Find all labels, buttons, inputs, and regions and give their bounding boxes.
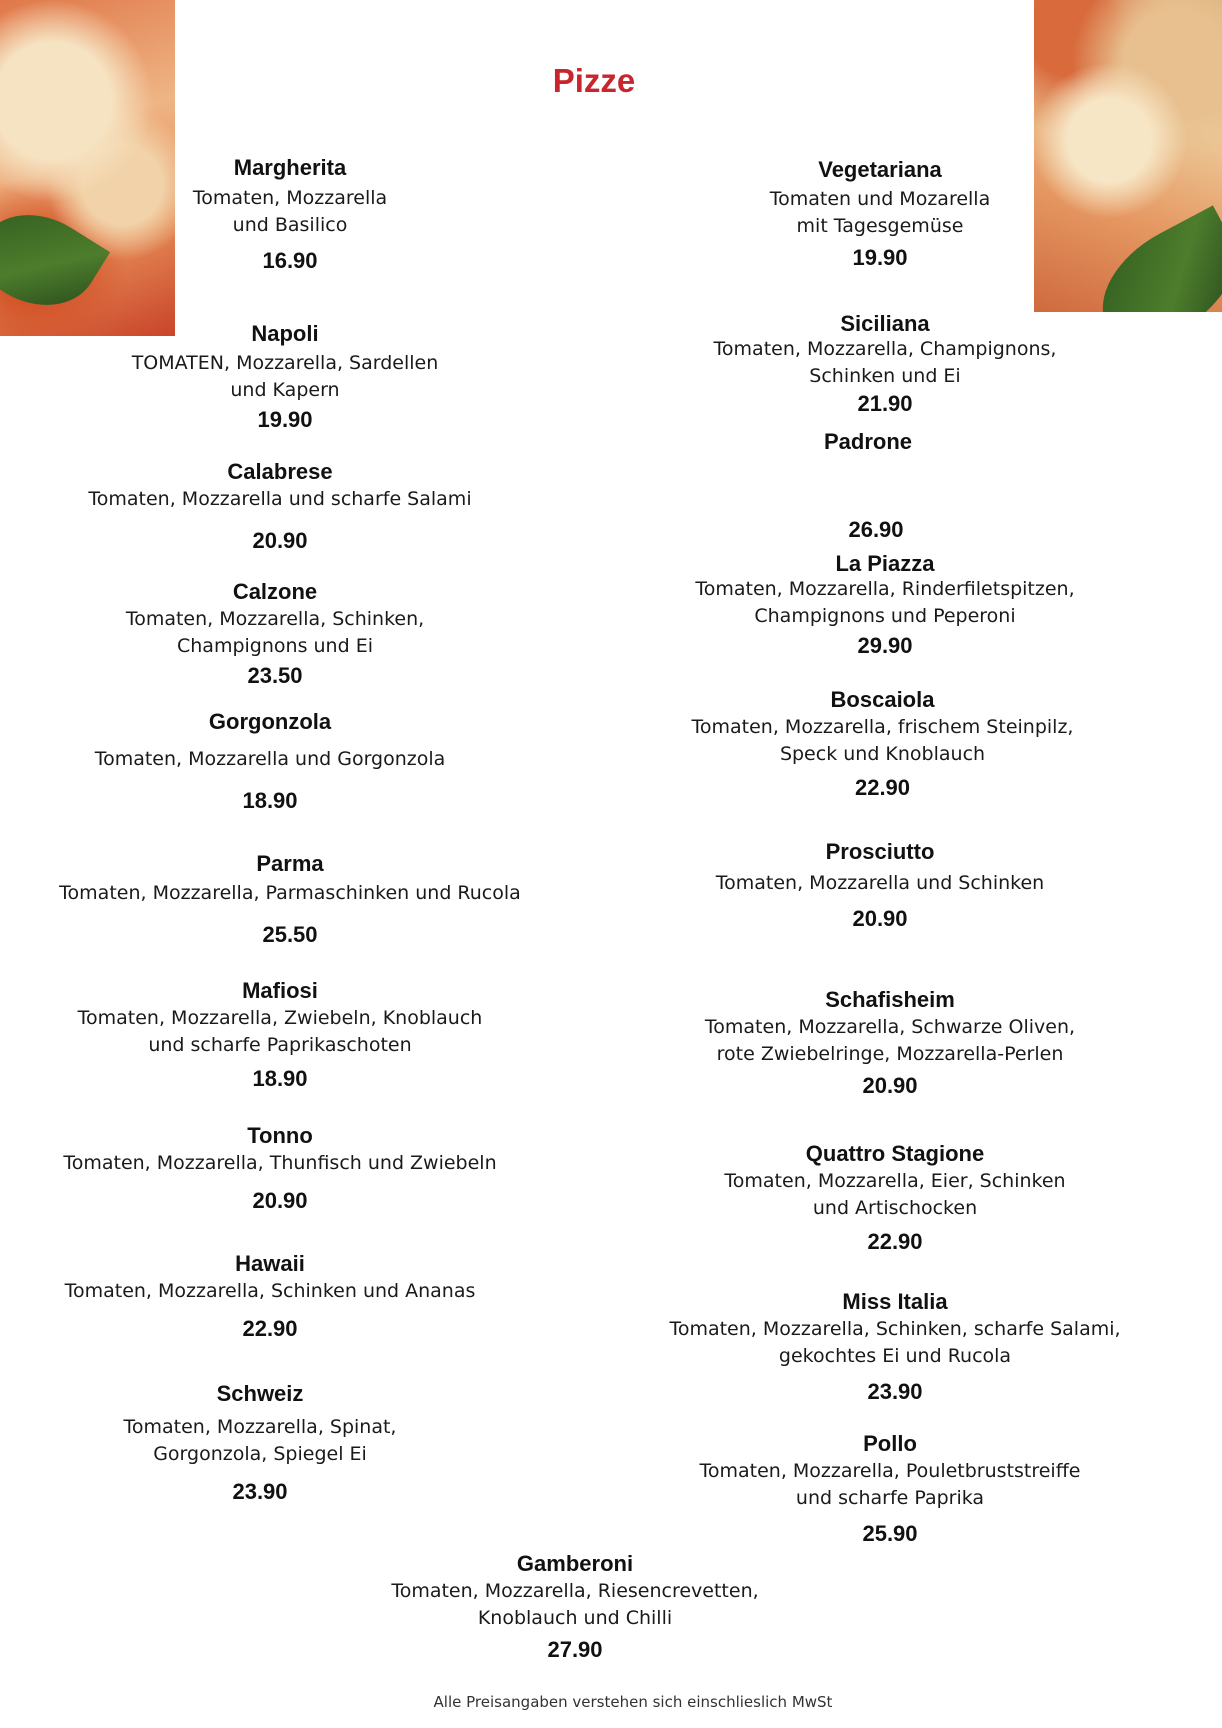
item-name: Parma: [256, 851, 324, 876]
item-desc: Tomaten, Mozzarella und Schinken: [715, 872, 1045, 894]
item-price: 29.90: [857, 633, 913, 658]
item-name: Quattro Stagione: [805, 1141, 985, 1166]
menu-item-gorgonzola: [50, 708, 490, 815]
item-desc: Tomaten, Mozzarella, Schwarze Oliven, rote Zwiebelringe, Mozzarella-Perlen: [704, 1016, 1076, 1065]
item-price: 16.90: [262, 248, 318, 273]
item-price: 19.90: [852, 245, 908, 270]
menu-item-padrone: [668, 428, 1068, 456]
item-desc: Tomaten, Mozzarella, Zwiebeln, Knoblauch und scharfe Paprikaschoten: [77, 1007, 483, 1056]
item-desc: Tomaten, Mozzarella, Pouletbruststreiffe und scharfe Paprika: [699, 1460, 1081, 1509]
item-desc: Tomaten, Mozzarella und Gorgonzola: [94, 748, 446, 770]
item-price: 20.90: [252, 528, 308, 553]
item-price: 22.90: [242, 1316, 298, 1341]
menu-item-miss-italia: [630, 1288, 1160, 1406]
menu-item-napoli: [60, 320, 510, 434]
basil-leaf-right: [1080, 205, 1222, 312]
item-name: Padrone: [823, 429, 913, 454]
item-name: Schweiz: [216, 1381, 304, 1406]
item-desc: Tomaten, Mozzarella, Riesencrevetten, Knoblauch und Chilli: [391, 1580, 759, 1629]
item-name: Hawaii: [235, 1251, 305, 1276]
menu-item-pollo: [670, 1430, 1110, 1548]
item-price: 22.90: [854, 775, 911, 800]
menu-item-parma: [40, 850, 540, 949]
menu-item-la-piazza: [670, 550, 1100, 660]
item-name: Boscaiola: [830, 687, 935, 712]
menu-item-vegetariana: [670, 156, 1090, 272]
menu-item-calzone: [60, 578, 490, 690]
item-price: 22.90: [867, 1229, 923, 1254]
item-name: Siciliana: [840, 311, 930, 336]
item-desc: Tomaten, Mozzarella, frischem Steinpilz, Speck und Knoblauch: [691, 716, 1074, 765]
item-desc: Tomaten, Mozzarella, Spinat, Gorgonzola, Spiegel Ei: [123, 1416, 397, 1465]
item-desc: Tomaten, Mozzarella, Eier, Schinken und Artischocken: [724, 1170, 1066, 1219]
item-price: 25.90: [862, 1521, 918, 1546]
menu-item-schweiz: [80, 1380, 440, 1506]
menu-item-tonno: [40, 1122, 520, 1215]
menu-item-schafisheim: [680, 986, 1100, 1100]
item-name: Calabrese: [227, 459, 333, 484]
vat-footnote: Alle Preisangaben verstehen sich einschlieslich MwSt: [433, 1693, 833, 1711]
menu-item-calabrese: [40, 458, 520, 555]
item-name: Margherita: [233, 155, 347, 180]
item-name: Vegetariana: [818, 157, 942, 182]
menu-item-mafiosi: [50, 977, 510, 1093]
item-desc: Tomaten, Mozzarella, Rinderfiletspitzen, Champignons und Peperoni: [695, 578, 1075, 627]
item-price: 25.50: [262, 922, 318, 947]
page-title: Pizze: [552, 62, 636, 99]
item-name: Miss Italia: [842, 1289, 948, 1314]
item-name: Pollo: [863, 1431, 917, 1456]
item-name: Gamberoni: [516, 1551, 634, 1576]
menu-item-quattro-stagione: [690, 1140, 1100, 1256]
item-price: 27.90: [547, 1637, 603, 1662]
item-name: Schafisheim: [825, 987, 955, 1012]
item-price: 19.90: [257, 407, 313, 432]
item-desc: Tomaten, Mozzarella und scharfe Salami: [88, 488, 472, 510]
item-desc: Tomaten, Mozzarella, Champignons, Schinken und Ei: [713, 338, 1057, 387]
menu-item-hawaii: [30, 1250, 510, 1343]
item-name: Calzone: [232, 579, 318, 604]
item-name: Tonno: [247, 1123, 313, 1148]
item-desc: Tomaten, Mozzarella, Parmaschinken und Rucola: [59, 882, 521, 904]
menu-item-margherita: [80, 154, 500, 275]
item-name: Mafiosi: [242, 978, 318, 1003]
menu-item-boscaiola: [660, 686, 1105, 802]
item-price: 18.90: [252, 1066, 308, 1091]
item-desc: Tomaten, Mozzarella, Schinken, scharfe Salami, gekochtes Ei und Rucola: [669, 1318, 1121, 1367]
item-price: 23.90: [867, 1379, 923, 1404]
item-name: Napoli: [251, 321, 319, 346]
menu-item-gamberoni: [355, 1550, 795, 1664]
item-price: 23.90: [232, 1479, 288, 1504]
menu-item-siciliana: [660, 310, 1110, 418]
menu-item-padrone-price: [676, 516, 1076, 544]
item-name: La Piazza: [835, 551, 935, 576]
item-desc: Tomaten, Mozzarella, Thunfisch und Zwiebeln: [63, 1152, 497, 1174]
item-price: 20.90: [862, 1073, 918, 1098]
menu-item-prosciutto: [670, 838, 1090, 933]
item-price: 23.50: [247, 663, 303, 688]
item-price: 18.90: [242, 788, 298, 813]
item-desc: TOMATEN, Mozzarella, Sardellen und Kapern: [131, 352, 439, 401]
item-name: Prosciutto: [825, 839, 935, 864]
item-price: 20.90: [252, 1188, 308, 1213]
item-desc: Tomaten, Mozzarella, Schinken und Ananas: [64, 1280, 476, 1302]
item-desc: Tomaten, Mozzarella, Schinken, Champignons und Ei: [125, 608, 425, 657]
item-price: 21.90: [857, 391, 913, 416]
item-price: 26.90: [848, 517, 904, 542]
item-name: Gorgonzola: [208, 709, 332, 734]
item-desc: Tomaten und Mozarella mit Tagesgemüse: [769, 188, 991, 237]
item-desc: Tomaten, Mozzarella und Basilico: [192, 187, 388, 236]
item-price: 20.90: [852, 906, 908, 931]
